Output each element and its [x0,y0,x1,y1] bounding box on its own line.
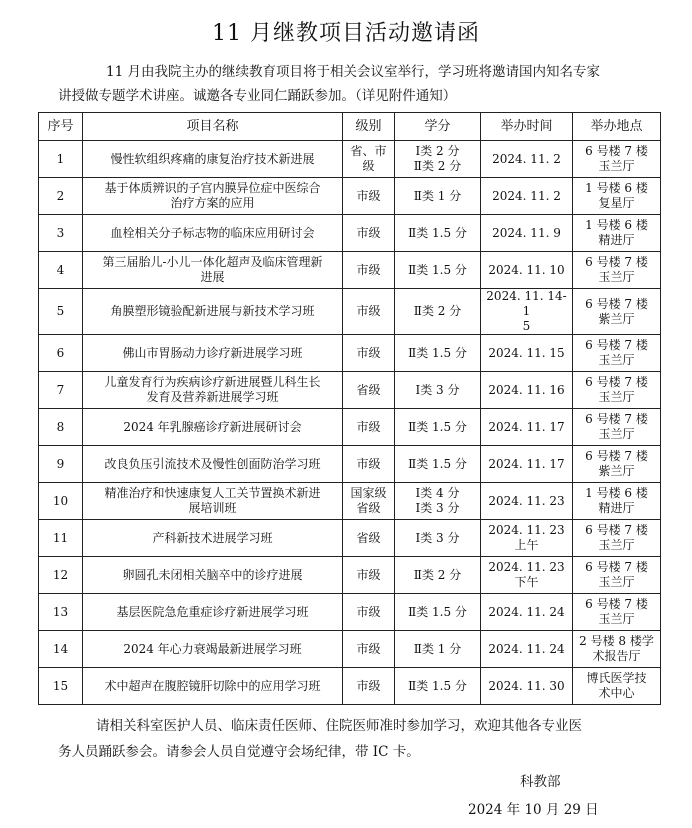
table-row [39,483,661,520]
table-row [39,557,661,594]
row-no: 12 [39,557,83,594]
event-time: 2024. 11. 16 [481,372,573,409]
table-row [39,215,661,252]
event-time: 2024. 11. 23 [481,483,573,520]
header-level: 级别 [343,113,395,141]
event-credit: Ⅰ类 3 分 [395,372,481,409]
event-place: 6 号楼 7 楼 玉兰厅 [573,520,661,557]
table-row [39,631,661,668]
event-level: 市级 [343,557,395,594]
row-no: 15 [39,668,83,705]
event-credit: Ⅰ类 3 分 [395,520,481,557]
event-credit: Ⅱ类 1.5 分 [395,215,481,252]
event-credit: Ⅱ类 1.5 分 [395,594,481,631]
event-place: 6 号楼 7 楼 玉兰厅 [573,335,661,372]
row-no: 4 [39,252,83,289]
table-row [39,289,661,335]
event-level: 市级 [343,252,395,289]
event-place: 6 号楼 7 楼 玉兰厅 [573,557,661,594]
event-time: 2024. 11. 2 [481,141,573,178]
event-name: 2024 年乳腺癌诊疗新进展研讨会 [83,409,343,446]
event-name: 血栓相关分子标志物的临床应用研讨会 [83,215,343,252]
row-no: 8 [39,409,83,446]
event-time: 2024. 11. 24 [481,594,573,631]
event-name: 佛山市胃肠动力诊疗新进展学习班 [83,335,343,372]
row-no: 13 [39,594,83,631]
event-place: 6 号楼 7 楼 玉兰厅 [573,372,661,409]
event-credit: Ⅱ类 2 分 [395,557,481,594]
event-name: 基层医院急危重症诊疗新进展学习班 [83,594,343,631]
footer-line-1: 请相关科室医护人员、临床责任医师、住院医师准时参加学习，欢迎其他各专业医 [96,718,582,734]
event-credit: Ⅱ类 2 分 [395,289,481,335]
event-credit: Ⅱ类 1.5 分 [395,409,481,446]
row-no: 1 [39,141,83,178]
event-name: 角膜塑形镜验配新进展与新技术学习班 [83,289,343,335]
table-row [39,409,661,446]
event-level: 市级 [343,289,395,335]
event-time: 2024. 11. 30 [481,668,573,705]
event-place: 1 号楼 6 楼 复星厅 [573,178,661,215]
header-time: 举办时间 [481,113,573,141]
event-level: 省、市 级 [343,141,395,178]
event-credit: Ⅱ类 1 分 [395,631,481,668]
row-no: 5 [39,289,83,335]
table-row [39,594,661,631]
event-name: 改良负压引流技术及慢性创面防治学习班 [83,446,343,483]
row-no: 10 [39,483,83,520]
event-time: 2024. 11. 14-1 5 [481,289,573,335]
event-level: 市级 [343,668,395,705]
row-no: 3 [39,215,83,252]
row-no: 6 [39,335,83,372]
event-time: 2024. 11. 15 [481,335,573,372]
event-time: 2024. 11. 23 上午 [481,520,573,557]
table-row [39,252,661,289]
table-row [39,372,661,409]
event-credit: Ⅱ类 1 分 [395,178,481,215]
header-place: 举办地点 [573,113,661,141]
event-level: 市级 [343,409,395,446]
event-place: 6 号楼 7 楼 紫兰厅 [573,289,661,335]
event-credit: Ⅱ类 1.5 分 [395,668,481,705]
event-level: 市级 [343,446,395,483]
event-name: 基于体质辨识的子宫内膜异位症中医综合 治疗方案的应用 [83,178,343,215]
event-time: 2024. 11. 23 下午 [481,557,573,594]
events-table [38,112,661,705]
event-name: 精准治疗和快速康复人工关节置换术新进 展培训班 [83,483,343,520]
intro-line-1: 11 月由我院主办的继续教育项目将于相关会议室举行，学习班将邀请国内知名专家 [106,64,600,80]
event-place: 1 号楼 6 楼 精进厅 [573,483,661,520]
event-credit: Ⅰ类 2 分 Ⅱ类 2 分 [395,141,481,178]
event-place: 博氏医学技 术中心 [573,668,661,705]
row-no: 9 [39,446,83,483]
event-name: 卵圆孔未闭相关脑卒中的诊疗进展 [83,557,343,594]
event-level: 省级 [343,520,395,557]
event-name: 第三届胎儿-小儿一体化超声及临床管理新 进展 [83,252,343,289]
signature: 科教部 [520,774,561,790]
event-time: 2024. 11. 17 [481,409,573,446]
event-time: 2024. 11. 2 [481,178,573,215]
page-title: 11 月继教项目活动邀请函 [212,21,480,46]
event-credit: Ⅱ类 1.5 分 [395,446,481,483]
event-time: 2024. 11. 17 [481,446,573,483]
table-row [39,335,661,372]
event-level: 市级 [343,178,395,215]
event-level: 市级 [343,631,395,668]
event-place: 6 号楼 7 楼 玉兰厅 [573,409,661,446]
row-no: 11 [39,520,83,557]
event-level: 市级 [343,215,395,252]
event-place: 6 号楼 7 楼 玉兰厅 [573,252,661,289]
event-credit: Ⅰ类 4 分 Ⅰ类 3 分 [395,483,481,520]
event-credit: Ⅱ类 1.5 分 [395,252,481,289]
issue-date: 2024 年 10 月 29 日 [468,802,599,818]
event-time: 2024. 11. 10 [481,252,573,289]
table-body [39,141,661,705]
header-credit: 学分 [395,113,481,141]
row-no: 2 [39,178,83,215]
table-row [39,178,661,215]
event-name: 儿童发育行为疾病诊疗新进展暨儿科生长 发育及营养新进展学习班 [83,372,343,409]
event-place: 1 号楼 6 楼 精进厅 [573,215,661,252]
header-no: 序号 [39,113,83,141]
event-level: 市级 [343,335,395,372]
event-name: 2024 年心力衰竭最新进展学习班 [83,631,343,668]
row-no: 14 [39,631,83,668]
event-place: 6 号楼 7 楼 紫兰厅 [573,446,661,483]
event-level: 省级 [343,372,395,409]
header-name: 项目名称 [83,113,343,141]
event-credit: Ⅱ类 1.5 分 [395,335,481,372]
table-row [39,141,661,178]
event-time: 2024. 11. 9 [481,215,573,252]
footer-line-2: 务人员踊跃参会。请参会人员自觉遵守会场纪律，带 IC 卡。 [58,744,420,760]
table-row [39,668,661,705]
table-row [39,520,661,557]
event-place: 2 号楼 8 楼学 术报告厅 [573,631,661,668]
table-row [39,446,661,483]
event-level: 国家级 省级 [343,483,395,520]
event-time: 2024. 11. 24 [481,631,573,668]
event-place: 6 号楼 7 楼 玉兰厅 [573,594,661,631]
event-level: 市级 [343,594,395,631]
event-name: 产科新技术进展学习班 [83,520,343,557]
intro-line-2: 讲授做专题学术讲座。诚邀各专业同仁踊跃参加。（详见附件通知） [58,88,457,104]
table-header-row [39,113,661,141]
row-no: 7 [39,372,83,409]
event-name: 术中超声在腹腔镜肝切除中的应用学习班 [83,668,343,705]
event-place: 6 号楼 7 楼 玉兰厅 [573,141,661,178]
event-name: 慢性软组织疼痛的康复治疗技术新进展 [83,141,343,178]
